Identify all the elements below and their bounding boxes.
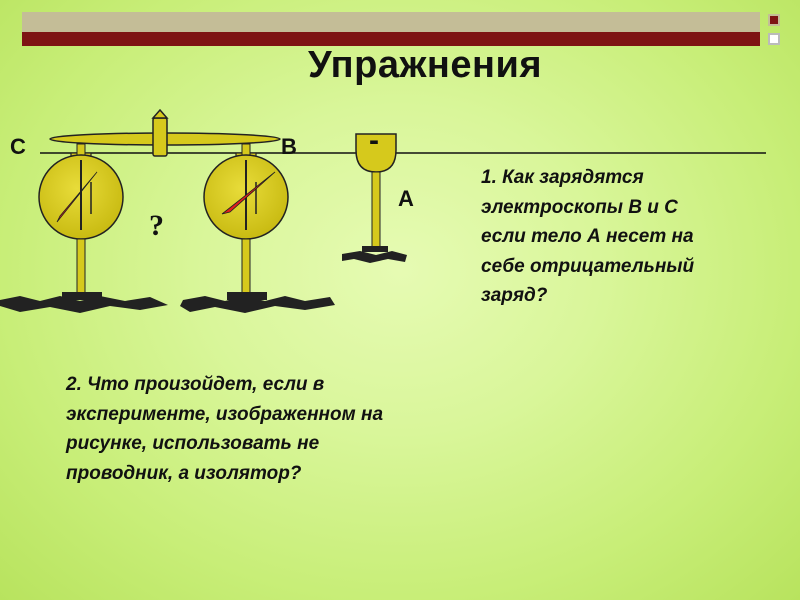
- label-a: А: [398, 186, 414, 211]
- charge-sign: -: [369, 124, 379, 157]
- body-a-base: [342, 251, 407, 263]
- label-c: С: [10, 134, 26, 159]
- question-1: 1. Как зарядятся электроскопы В и С если тело А несет на себе отрицательный заряд?: [481, 167, 695, 306]
- slide-title: Упражнения: [307, 44, 542, 86]
- question-2: 2. Что произойдет, если в эксперименте, изображенном на рисунке, использовать не проводник, а изолятор?: [66, 374, 384, 484]
- electroscope-c: [0, 144, 168, 313]
- label-b: В: [281, 134, 297, 159]
- rod-handle-tip: [153, 110, 167, 118]
- question-mark: ?: [149, 209, 164, 242]
- rod-handle: [153, 118, 167, 156]
- electroscope-b: [180, 144, 335, 313]
